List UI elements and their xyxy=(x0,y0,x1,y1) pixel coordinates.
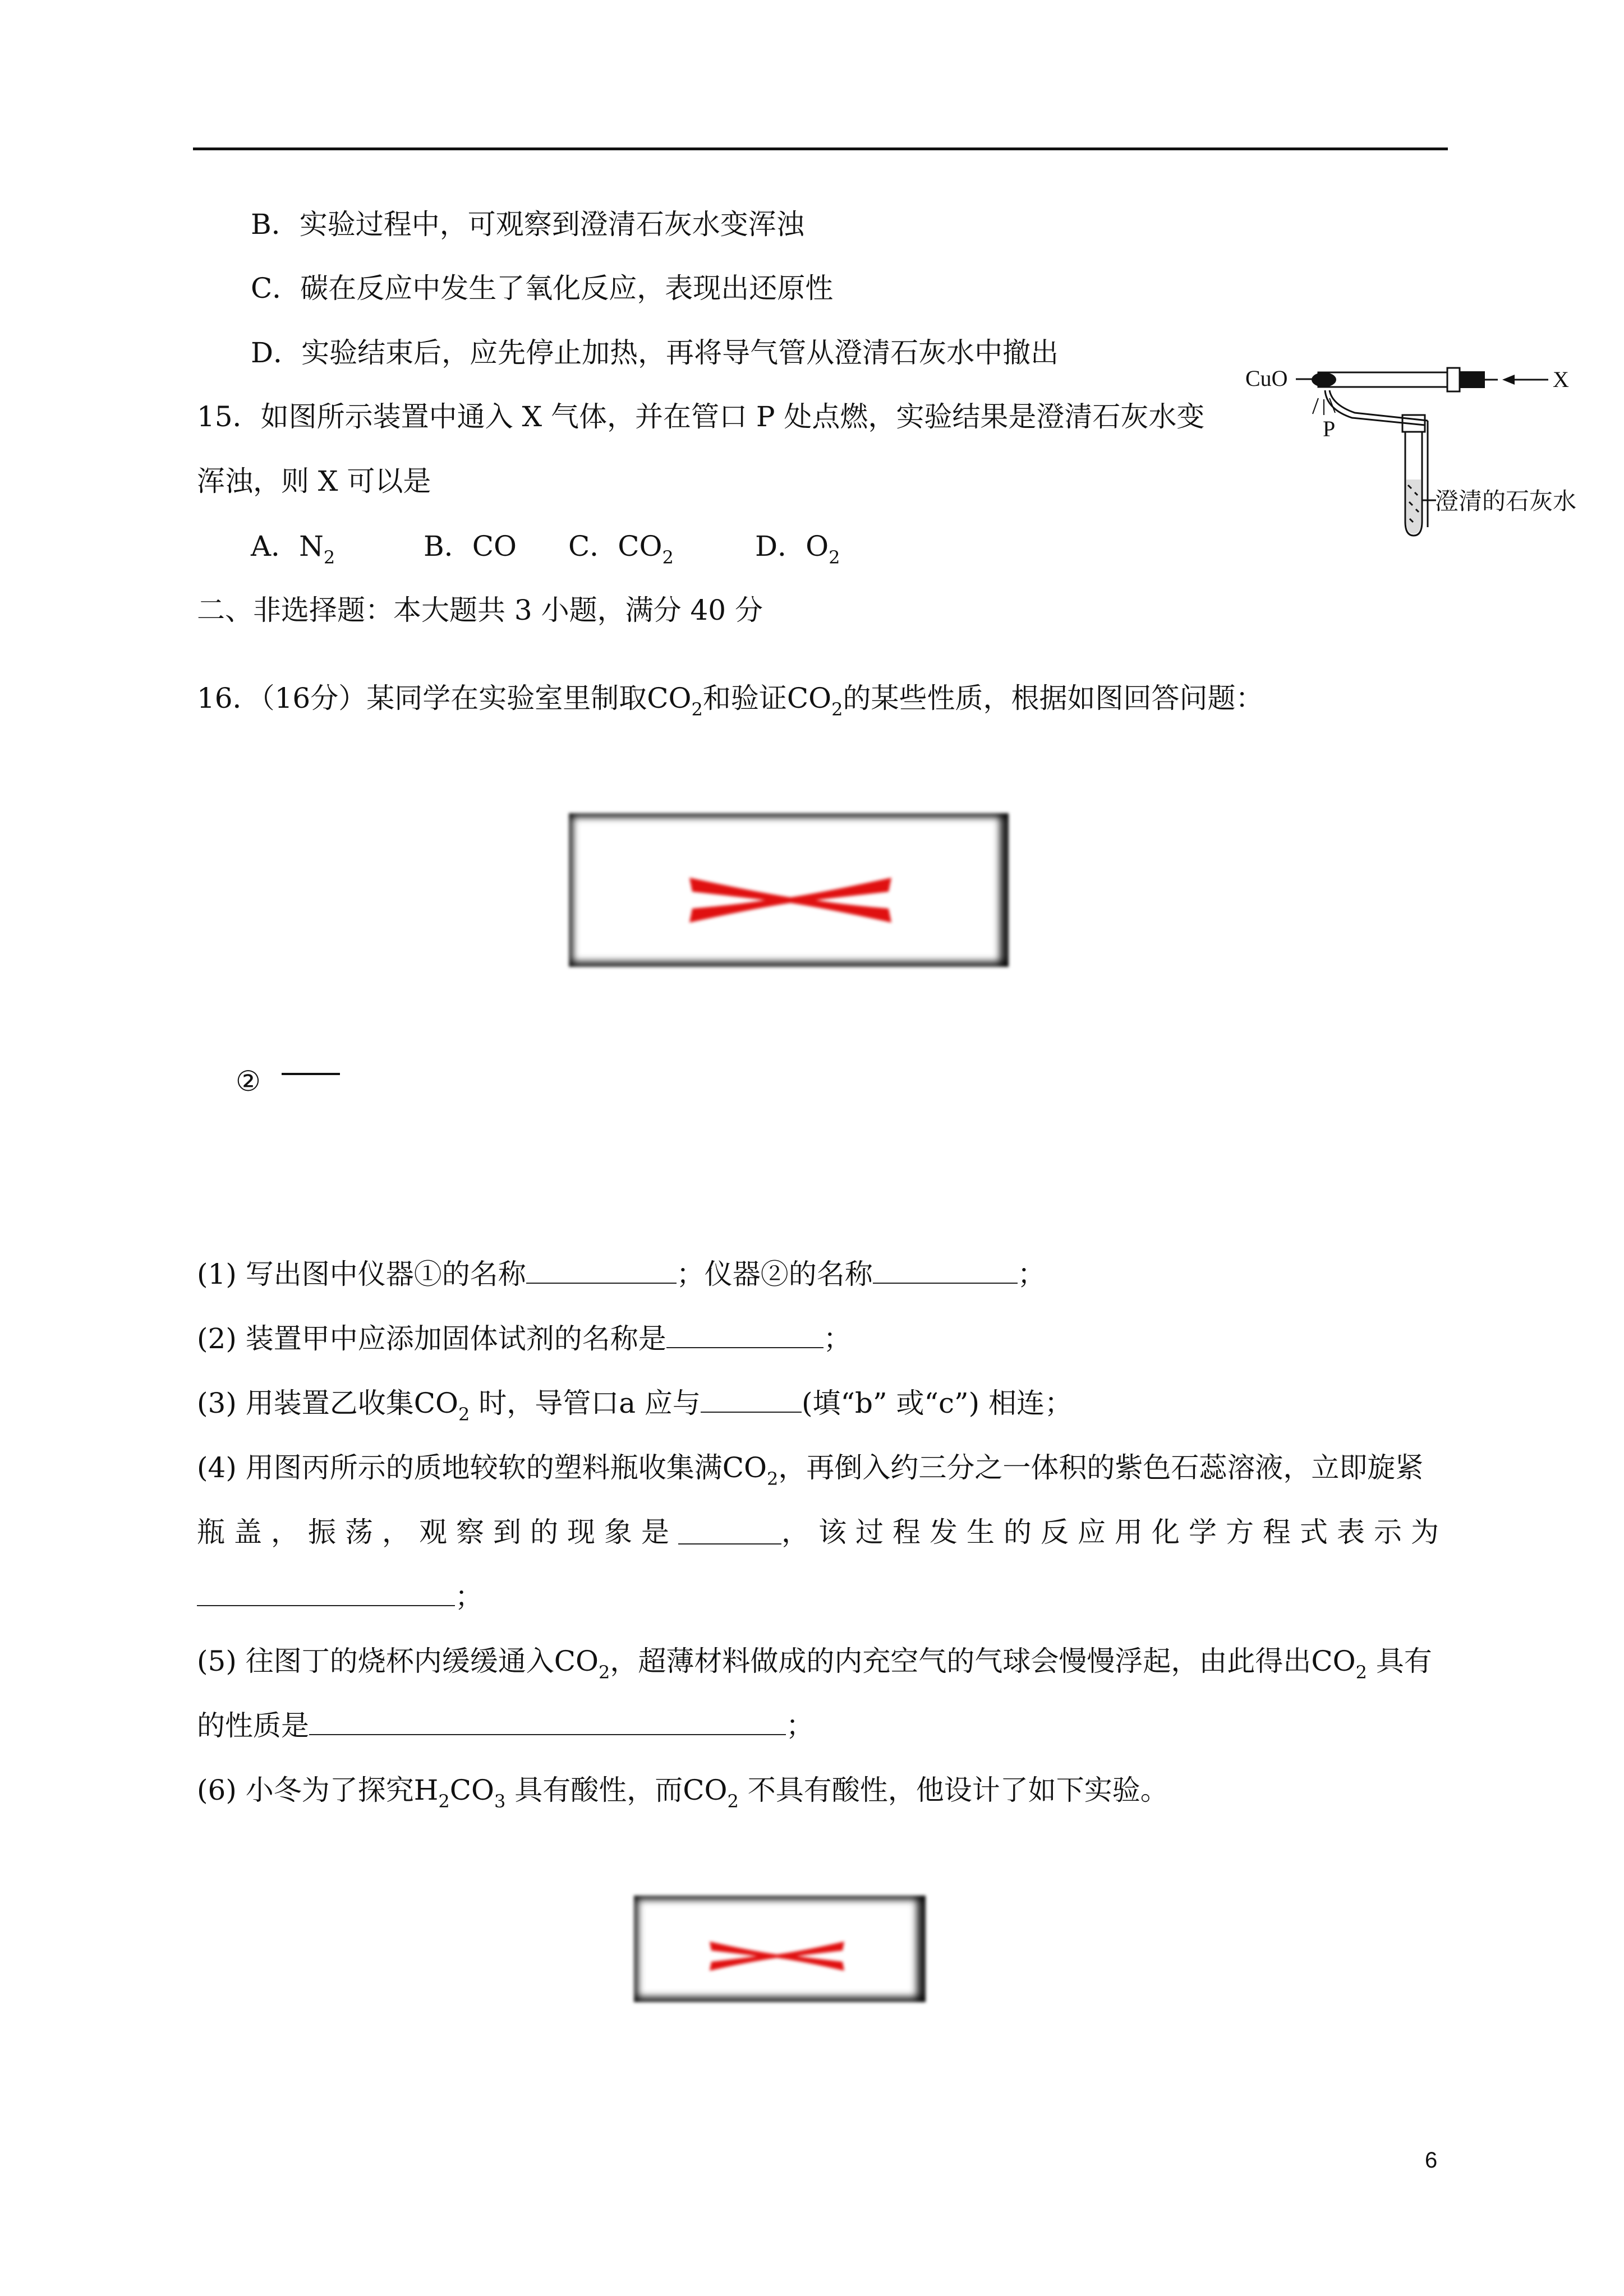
q16-part1: (1) 写出图中仪器①的名称 ；仪器②的名称 ； xyxy=(197,1258,1046,1290)
option-b-prev: B．实验过程中，可观察到澄清石灰水变浑浊 xyxy=(251,208,804,241)
marker-2-leader-line xyxy=(282,1073,340,1075)
limewater-label: 澄清的石灰水 xyxy=(1435,487,1577,515)
answer-blank[interactable] xyxy=(309,1711,786,1735)
q15-option-a: A．$N_2$ xyxy=(251,530,335,568)
header-rule xyxy=(193,147,1448,150)
q15-line1: 15．如图所示装置中通入 X 气体，并在管口 P 处点燃，实验结果是澄清石灰水变 xyxy=(197,400,1205,433)
answer-blank[interactable] xyxy=(197,1582,455,1606)
q16-part2: (2) 装置甲中应添加固体试剂的名称是 ； xyxy=(197,1322,852,1355)
cuo-powder xyxy=(1312,372,1336,387)
answer-blank[interactable] xyxy=(701,1388,802,1413)
q15-option-c: C．$CO_2$ xyxy=(568,530,674,568)
broken-image-apparatus xyxy=(569,813,1009,967)
p-label: P xyxy=(1323,416,1336,441)
answer-blank[interactable] xyxy=(678,1520,781,1545)
q15-apparatus-diagram xyxy=(1234,359,1610,544)
broken-image-x-icon xyxy=(569,813,1009,967)
q16-part3: (3) 用装置乙收集$CO_2$ 时，导管口a 应与 (填“b” 或“c”) 相连； xyxy=(197,1387,1073,1425)
q16-part6: (6) 小冬为了探究$H_2CO_3$ 具有酸性，而$CO_2$ 不具有酸性，他设计了如下实验。 xyxy=(197,1774,1168,1812)
cuo-label: CuO xyxy=(1245,366,1288,391)
option-d-prev: D．实验结束后，应先停止加热，再将导气管从澄清石灰水中撤出 xyxy=(251,336,1059,369)
answer-blank[interactable] xyxy=(666,1324,823,1348)
q16-heading: 16．（16分）某同学在实验室里制取$CO_2$和验证$CO_2$的某些性质，根据如图回答问题： xyxy=(197,682,1264,720)
q16-part4-line3: ； xyxy=(197,1580,483,1613)
broken-image-experiment xyxy=(634,1896,926,2002)
x-label: X xyxy=(1553,367,1569,392)
q15-line2: 浑浊，则 X 可以是 xyxy=(197,465,431,497)
page-number: 6 xyxy=(1425,2148,1438,2173)
q16-part4-line1: (4) 用图丙所示的质地较软的塑料瓶收集满$CO_2$，再倒入约三分之一体积的紫色石蕊溶液，立即旋紧 xyxy=(197,1451,1424,1490)
answer-blank[interactable] xyxy=(873,1259,1018,1284)
q15-option-d: D．$O_2$ xyxy=(755,530,840,568)
section-heading: 二、非选择题：本大题共 3 小题，满分 40 分 xyxy=(197,594,763,626)
instrument-marker-2: ② xyxy=(236,1065,261,1098)
q16-part4-line2: 瓶盖，振荡，观察到的现象是 ，该过程发生的反应用化学方程式表示为 xyxy=(197,1516,1448,1548)
answer-blank[interactable] xyxy=(526,1259,677,1284)
q16-part5-line2: 的性质是 ； xyxy=(197,1709,814,1742)
q16-part5-line1: (5) 往图丁的烧杯内缓缓通入$CO_2$，超薄材料做成的内充空气的气球会慢慢浮起，由此得出$CO_2$ 具有 xyxy=(197,1645,1432,1683)
broken-image-x-icon xyxy=(634,1896,926,2002)
q15-option-b: B．CO xyxy=(424,530,517,563)
option-c-prev: C．碳在反应中发生了氧化反应，表现出还原性 xyxy=(251,272,834,305)
